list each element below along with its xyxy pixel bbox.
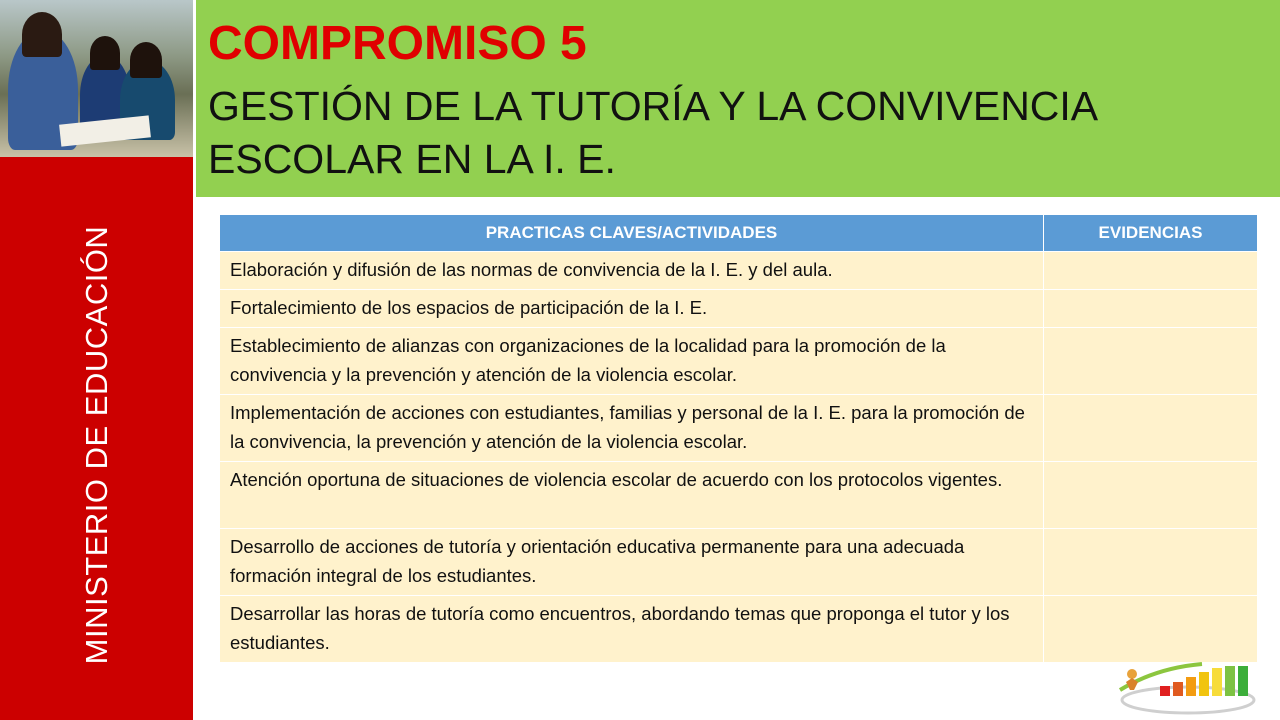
activity-cell: Desarrollar las horas de tutoría como encuentros, abordando temas que proponga el tutor y los estudiantes. (220, 596, 1044, 663)
table-row (220, 462, 1258, 529)
header-photo (0, 0, 193, 157)
title-header (196, 0, 1280, 197)
table-row (220, 395, 1258, 462)
activity-cell: Atención oportuna de situaciones de violencia escolar de acuerdo con los protocolos vigentes. (220, 462, 1044, 529)
page-subtitle: GESTIÓN DE LA TUTORÍA Y LA CONVIVENCIA ESCOLAR EN LA I. E. (208, 83, 1096, 182)
activity-cell: Desarrollo de acciones de tutoría y orientación educativa permanente para una adecuada formación integral de los estudiantes. (220, 529, 1044, 596)
activity-cell: Establecimiento de alianzas con organizaciones de la localidad para la promoción de la convivencia y la prevención y atención de la violencia escolar. (220, 328, 1044, 395)
table-row (220, 252, 1258, 290)
table-row (220, 529, 1258, 596)
column-header-evidences: EVIDENCIAS (1044, 215, 1258, 252)
activity-cell: Elaboración y difusión de las normas de convivencia de la I. E. y del aula. (220, 252, 1044, 290)
activity-cell: Fortalecimiento de los espacios de participación de la I. E. (220, 290, 1044, 328)
table-row (220, 290, 1258, 328)
evidence-cell (1044, 328, 1258, 395)
evidence-cell (1044, 529, 1258, 596)
table-header-row (220, 215, 1258, 252)
ministry-label: MINISTERIO DE EDUCACIÓN (79, 225, 114, 665)
evidence-cell (1044, 252, 1258, 290)
page-title: COMPROMISO 5 (208, 17, 587, 70)
activity-cell: Implementación de acciones con estudiantes, familias y personal de la I. E. para la promoción de la convivencia, la prevención y atención de la violencia escolar. (220, 395, 1044, 462)
growth-chart-logo-icon (1116, 660, 1256, 716)
evidence-cell (1044, 290, 1258, 328)
evidence-cell (1044, 596, 1258, 663)
evidence-cell (1044, 395, 1258, 462)
column-header-activities: PRACTICAS CLAVES/ACTIVIDADES (220, 215, 1044, 252)
practices-table (219, 214, 1257, 663)
table-row (220, 328, 1258, 395)
table-row (220, 596, 1258, 663)
evidence-cell (1044, 462, 1258, 529)
